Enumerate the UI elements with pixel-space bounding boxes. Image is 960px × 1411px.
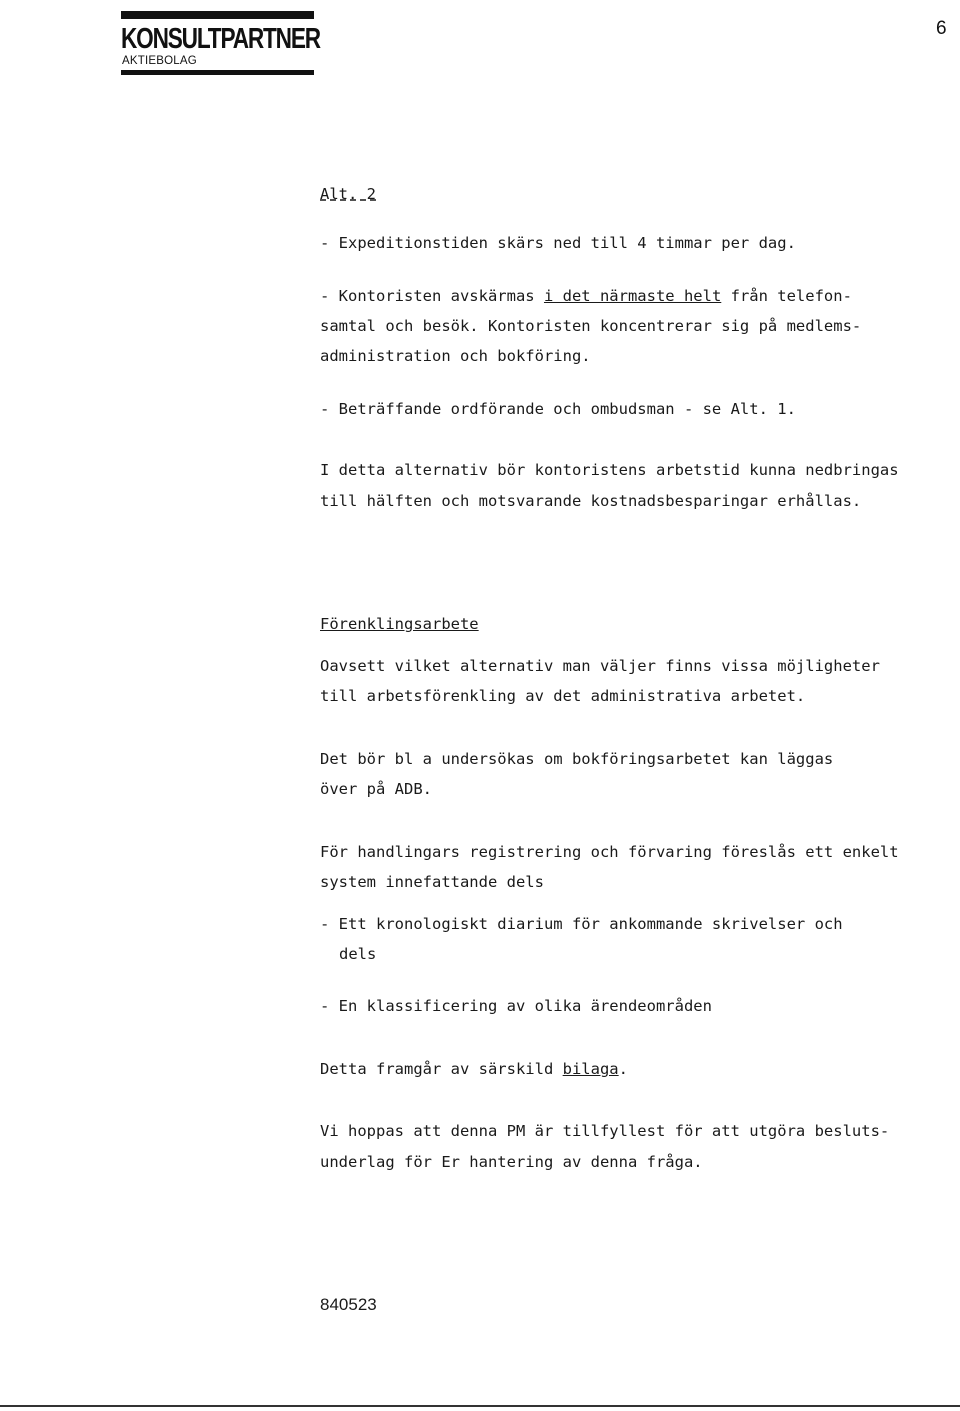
- section-p4: [320, 1054, 628, 1084]
- alt2-paragraph-line-1: I detta alternativ bör kontoristens arbetstid kunna nedbringas: [320, 461, 899, 479]
- footer-date-code: 840523: [320, 1295, 377, 1314]
- section-bullet-1-line-1: - Ett kronologiskt diarium för ankommande skrivelser och: [320, 915, 843, 933]
- bullet-2-text-b: från telefon-: [721, 287, 852, 305]
- section-bullet-1-line-2: dels: [339, 945, 377, 963]
- alt2-bullet-2-line-1: [320, 281, 852, 311]
- p4-bilaga-link-text: bilaga: [562, 1060, 619, 1078]
- logo-sub-text: AKTIEBOLAG: [122, 55, 197, 67]
- section-p2-line-1: Det bör bl a undersökas om bokföringsarbetet kan läggas: [320, 750, 834, 768]
- section-p2-line-2: över på ADB.: [320, 780, 432, 798]
- alt2-bullet-2-line-2: samtal och besök. Kontoristen koncentrerar sig på medlems-: [320, 317, 862, 335]
- section-p1-line-1: Oavsett vilket alternativ man väljer finns vissa möjligheter: [320, 657, 880, 675]
- alt2-heading: Alt. 2: [320, 185, 376, 203]
- p4-text-a: Detta framgår av särskild: [320, 1060, 563, 1078]
- bottom-rule: [0, 1405, 960, 1407]
- section-p1-line-2: till arbetsförenkling av det administrativa arbetet.: [320, 687, 806, 705]
- alt2-bullet-1: - Expeditionstiden skärs ned till 4 timmar per dag.: [320, 234, 796, 252]
- logo-brand-text: KONSULTPARTNER: [121, 23, 320, 55]
- section-bullet-2: - En klassificering av olika ärendeområden: [320, 997, 712, 1015]
- section-p5-line-1: Vi hoppas att denna PM är tillfyllest för att utgöra besluts-: [320, 1122, 890, 1140]
- alt2-bullet-2-line-3: administration och bokföring.: [320, 347, 591, 365]
- bullet-2-text-a: - Kontoristen avskärmas: [320, 287, 544, 305]
- p4-text-b: .: [618, 1060, 628, 1078]
- page-number: 6: [936, 18, 947, 39]
- company-logo: [121, 11, 320, 68]
- section-heading: Förenklingsarbete: [320, 615, 479, 633]
- section-p3-line-2: system innefattande dels: [320, 873, 544, 891]
- section-p5-line-2: underlag för Er hantering av denna fråga.: [320, 1153, 703, 1171]
- section-p3-line-1: För handlingars registrering och förvaring föreslås ett enkelt: [320, 843, 899, 861]
- alt2-paragraph-line-2: till hälften och motsvarande kostnadsbesparingar erhållas.: [320, 492, 862, 510]
- logo-top-bar: [121, 11, 314, 19]
- bullet-2-underlined: i det närmaste helt: [543, 287, 722, 305]
- alt2-bullet-3: - Beträffande ordförande och ombudsman - se Alt. 1.: [320, 400, 796, 418]
- logo-bottom-bar: [121, 70, 314, 75]
